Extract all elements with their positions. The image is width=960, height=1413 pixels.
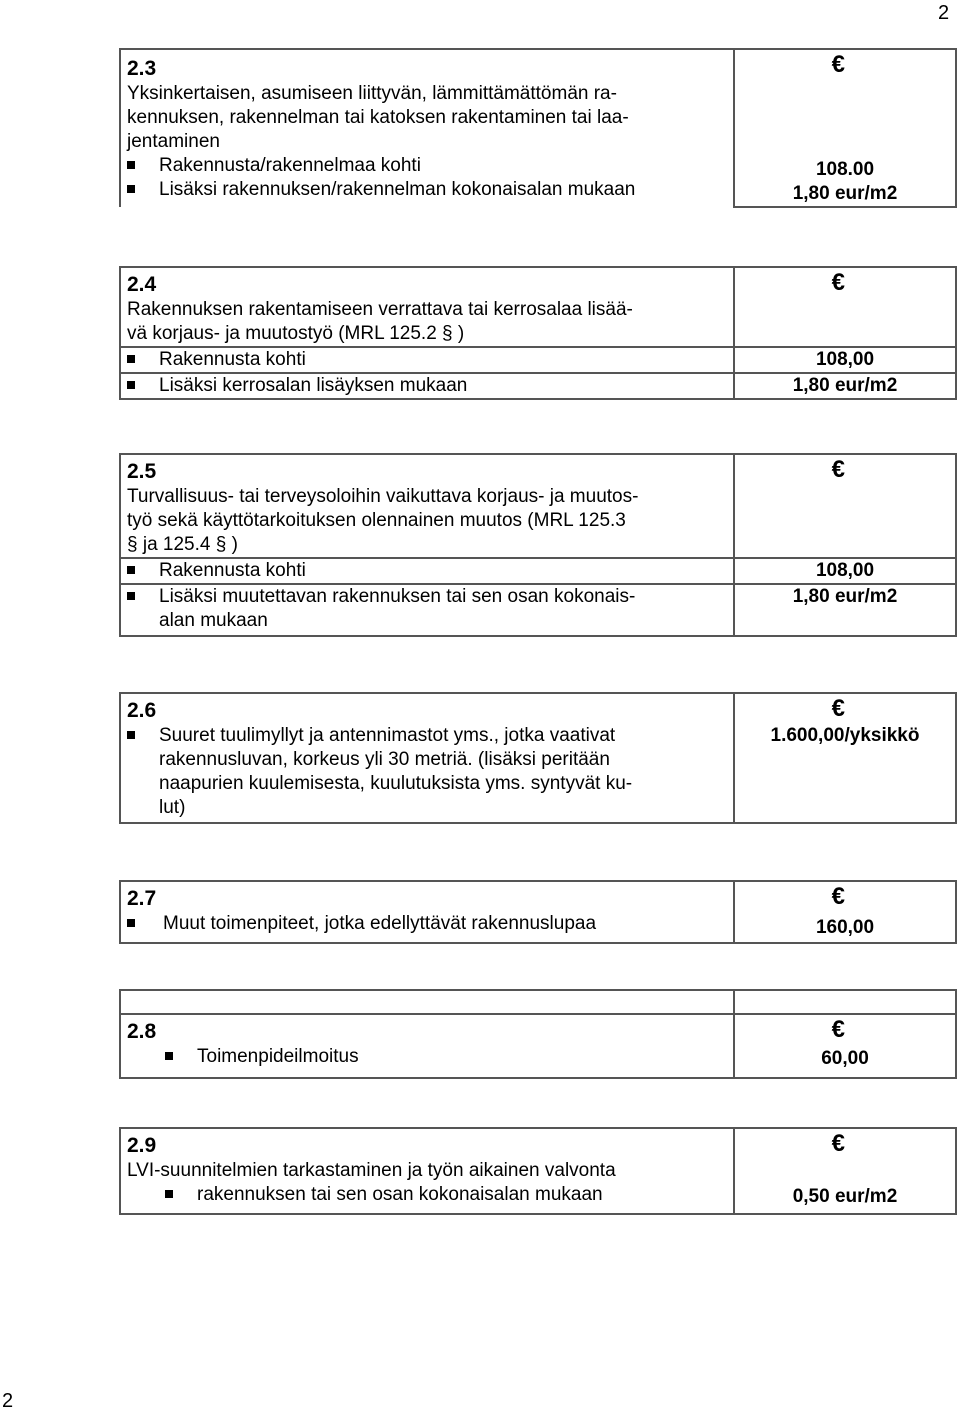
euro-currency-symbol: €	[831, 1016, 845, 1043]
section-heading: 2.4	[127, 273, 157, 296]
euro-currency-symbol: €	[831, 1130, 845, 1157]
section-heading: 2.5	[127, 460, 157, 483]
bullet-icon	[127, 185, 135, 193]
fee-item-label: Lisäksi muutettavan rakennuksen tai sen osan kokonais-	[159, 586, 636, 607]
fee-item	[120, 558, 956, 584]
fee-item-label: alan mukaan	[159, 610, 268, 631]
fee-price: 0,50 eur/m2	[734, 1183, 956, 1214]
fee-price: 108.00	[815, 159, 875, 180]
fee-item	[120, 912, 956, 943]
fee-table-2-9	[119, 1127, 957, 1215]
fee-item-label: Muut toimenpiteet, jotka edellyttävät rakennuslupaa	[163, 913, 597, 934]
fee-item	[127, 178, 727, 206]
page-number-bottom: 2	[2, 1390, 14, 1412]
fee-item-label: naapurien kuulemisesta, kuulutuksista yms. syntyvät ku-	[159, 773, 633, 794]
fee-item-label: Rakennusta kohti	[159, 349, 306, 370]
section-description: Turvallisuus- tai terveysoloihin vaikuttava korjaus- ja muutos-	[127, 486, 639, 507]
section-heading: 2.3	[127, 57, 157, 80]
fee-price: 108,00	[734, 347, 956, 373]
fee-table-2-6	[119, 692, 957, 824]
fee-item	[120, 724, 956, 823]
fee-item-label: rakennuksen tai sen osan kokonaisalan mukaan	[197, 1184, 603, 1205]
fee-table-2-4	[119, 266, 957, 400]
fee-item	[127, 154, 727, 178]
section-heading: 2.8	[127, 1020, 157, 1043]
euro-currency-symbol: €	[831, 51, 845, 78]
fee-price: 1,80 eur/m2	[792, 183, 898, 204]
section-description: § ja 125.4 § )	[127, 534, 238, 555]
section-heading: 2.9	[127, 1134, 157, 1157]
bullet-icon	[127, 161, 135, 169]
euro-currency-symbol: €	[831, 883, 845, 910]
bullet-icon	[127, 355, 135, 363]
fee-item-label: Rakennusta/rakennelmaa kohti	[159, 155, 421, 176]
fee-price: 160,00	[734, 912, 956, 943]
bullet-icon	[165, 1052, 173, 1060]
fee-price: 1,80 eur/m2	[734, 373, 956, 399]
section-description: Rakennuksen rakentamiseen verrattava tai kerrosalaa lisää-	[127, 299, 633, 320]
euro-currency-symbol: €	[831, 269, 845, 296]
bullet-icon	[127, 381, 135, 389]
fee-item-label: Rakennusta kohti	[159, 560, 306, 581]
fee-price: 108,00	[734, 558, 956, 584]
fee-item	[120, 373, 956, 399]
bullet-icon	[127, 592, 135, 600]
section-heading: 2.6	[127, 699, 157, 722]
fee-table-2-8	[119, 989, 957, 1079]
fee-item-label: rakennusluvan, korkeus yli 30 metriä. (lisäksi peritään	[159, 749, 610, 770]
fee-item	[120, 347, 956, 373]
fee-item-label: lut)	[159, 797, 186, 818]
fee-price: 1.600,00/yksikkö	[734, 724, 956, 823]
bullet-icon	[127, 731, 135, 739]
fee-table-2-7	[119, 880, 957, 944]
fee-price: 1,80 eur/m2	[734, 584, 956, 636]
fee-item	[120, 1045, 956, 1078]
section-description: jentaminen	[127, 131, 220, 152]
section-heading: 2.7	[127, 887, 157, 910]
bullet-icon	[165, 1190, 173, 1198]
section-description: Yksinkertaisen, asumiseen liittyvän, lämmittämättömän ra-	[127, 83, 617, 104]
section-header-row	[120, 49, 956, 207]
fee-table-2-5	[119, 453, 957, 637]
fee-table-2-3	[119, 48, 957, 208]
section-description: työ sekä käyttötarkoituksen olennainen muutos (MRL 125.3	[127, 510, 626, 531]
bullet-icon	[127, 919, 135, 927]
fee-item-label: Suuret tuulimyllyt ja antennimastot yms., jotka vaativat	[159, 725, 616, 746]
fee-price: 60,00	[734, 1045, 956, 1078]
fee-item-label: Lisäksi rakennuksen/rakennelman kokonaisalan mukaan	[159, 179, 636, 200]
section-description: vä korjaus- ja muutostyö (MRL 125.2 § )	[127, 323, 465, 344]
euro-currency-symbol: €	[831, 695, 845, 722]
page-number-top: 2	[938, 2, 950, 24]
bullet-icon	[127, 566, 135, 574]
euro-currency-symbol: €	[831, 456, 845, 483]
section-description: LVI-suunnitelmien tarkastaminen ja työn aikainen valvonta	[127, 1160, 616, 1181]
fee-item-label: Toimenpideilmoitus	[197, 1046, 359, 1067]
fee-item	[120, 584, 956, 636]
fee-item-label: Lisäksi kerrosalan lisäyksen mukaan	[159, 375, 468, 396]
fee-item	[120, 1183, 956, 1214]
section-description: kennuksen, rakennelman tai katoksen rakentaminen tai laa-	[127, 107, 629, 128]
